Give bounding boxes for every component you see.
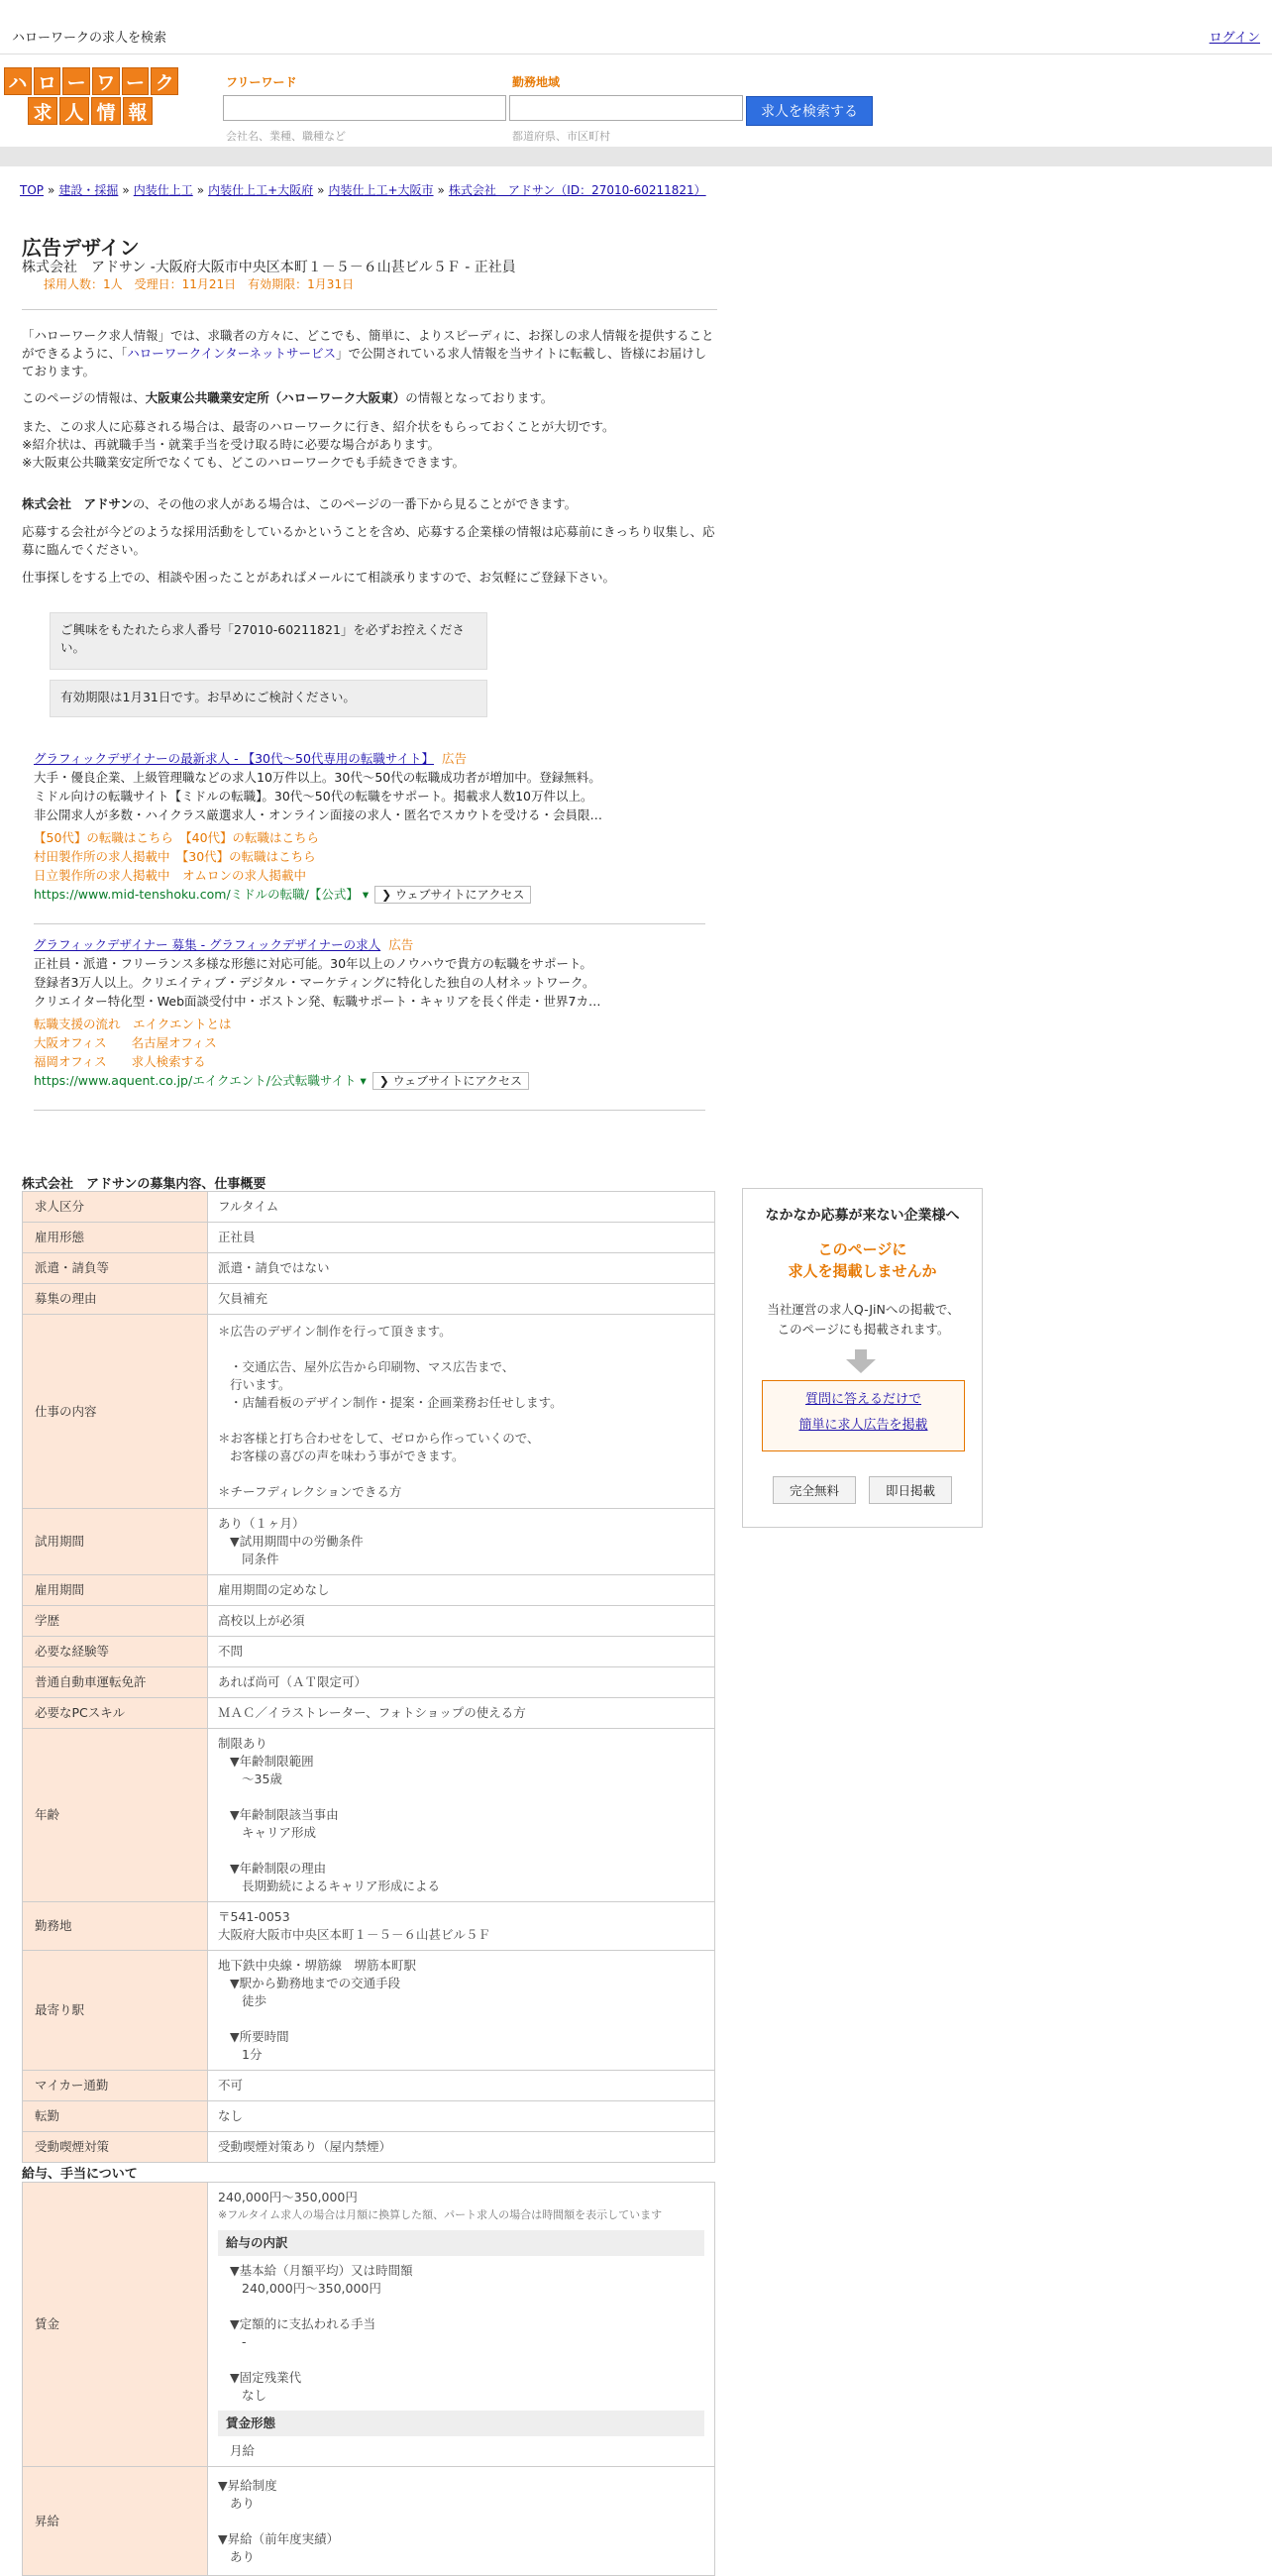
logo-char: ー [122, 67, 150, 95]
promo-description: 当社運営の求人Q-JiNへの掲載で、 このページにも掲載されます。 [767, 1302, 960, 1337]
company-line: 株式会社 アドサン -大阪府大阪市中央区本町１－５－６山甚ビル５Ｆ - 正社員 [22, 260, 516, 275]
site-tagline: ハローワークの求人を検索 [12, 31, 167, 46]
site-logo[interactable] [4, 67, 178, 127]
ad-desc: ミドル向けの転職サイト【ミドルの転職】。30代～50代の転職をサポート。掲載求人数10万件以上。 [34, 789, 593, 804]
advice-paragraph: 応募する会社が今どのような採用活動をしているかということを含め、応募する企業様の情報は応募前にきっちり収集し、応募に臨んでください。 [22, 524, 715, 557]
top-bar [0, 0, 1272, 54]
employer-promo-box [742, 1188, 983, 1528]
ad-sitelinks[interactable]: 大阪オフィス 名古屋オフィス [34, 1035, 217, 1050]
ad-block [34, 749, 707, 904]
ad-sitelinks[interactable]: 転職支援の流れ エイクエントとは [34, 1017, 232, 1031]
logo-char: ー [62, 67, 90, 95]
divider-bar [0, 147, 1272, 166]
ad-sitelinks[interactable]: 【50代】の転職はこちら 【40代】の転職はこちら [34, 830, 320, 845]
visit-website-button[interactable]: ❯ ウェブサイトにアクセス [374, 886, 531, 904]
divider [34, 1110, 705, 1111]
hellowork-internet-link[interactable]: ハローワークインターネットサービス [127, 346, 337, 361]
table-row: 転勤 なし [23, 2101, 715, 2132]
keyword-hint: 会社名、業種、職種など [226, 130, 346, 143]
logo-char: 情 [91, 97, 121, 125]
ad-block [34, 935, 707, 1090]
login-link[interactable]: ログイン [1209, 31, 1260, 46]
source-paragraph: このページの情報は、大阪東公共職業安定所（ハローワーク大阪東）の情報となっております。 [22, 390, 554, 405]
table-row: 賃金 240,000円〜350,000円 ※フルタイム求人の場合は月額に換算した額、パート求人の場合は時間額を表示しています 給与の内訳 ▼基本給（月額平均）又は時間額 240,000円〜350,000円 ▼定額的に支払われる手当 - ▼固定残業代 なし 賃金形態 月給 [23, 2183, 715, 2467]
notice-job-number: ご興味をもたれたら求人番号「27010-60211821」を必ずお控えください。 [50, 612, 487, 670]
table-row: 試用期間 あり（１ヶ月） ▼試用期間中の労働条件 同条件 [23, 1509, 715, 1575]
visit-website-button[interactable]: ❯ ウェブサイトにアクセス [372, 1072, 529, 1090]
table-row: 派遣・請負等 派遣・請負ではない [23, 1253, 715, 1284]
table-row: 学歴 高校以上が必須 [23, 1606, 715, 1637]
page-title: 広告デザイン [22, 236, 140, 260]
table-row: 雇用期間 雇用期間の定めなし [23, 1575, 715, 1606]
breadcrumb-city[interactable]: 内装仕上工+大阪市 [328, 183, 434, 197]
logo-char: 報 [123, 97, 153, 125]
ad-desc: 非公開求人が多数・ハイクラス厳選求人・オンライン面接の求人・匿名でスカウトを受ける・会員限… [34, 807, 603, 822]
other-jobs-paragraph: 株式会社 アドサンの、その他の求人がある場合は、このページの一番下から見ることができます。 [22, 496, 578, 511]
area-hint: 都道府県、市区町村 [512, 130, 610, 143]
keyword-label: フリーワード [226, 75, 297, 89]
breadcrumb-company[interactable]: 株式会社 アドサン（ID：27010-60211821） [448, 183, 706, 197]
table-row: 普通自動車運転免許 あれば尚可（ＡＴ限定可） [23, 1667, 715, 1698]
consult-paragraph: 仕事探しをする上での、相談や困ったことがあればメールにて相談承りますので、お気軽にご登録下さい。 [22, 570, 616, 585]
free-button[interactable]: 完全無料 [773, 1476, 856, 1504]
ad-title-link[interactable]: グラフィックデザイナー 募集 - グラフィックデザイナーの求人 [34, 937, 381, 952]
table-row: 仕事の内容 ＊広告のデザイン制作を行って頂きます。 ・交通広告、屋外広告から印刷物、マス広告まで、 行います。 ・店舗看板のデザイン制作・提案・企画業務お任せします。 ＊お客様と打ち合わせをして、ゼロから作っていくので、 お客様の喜びの声を味わう事ができます。 ＊チーフディレクションできる方 [23, 1315, 715, 1509]
ad-tag: 広告 [442, 751, 468, 766]
section-title-overview: 株式会社 アドサンの募集内容、仕事概要 [22, 1177, 266, 1192]
promo-title: なかなか応募が来ない企業様へ [765, 1208, 960, 1224]
search-button[interactable]: 求人を検索する [746, 96, 873, 126]
ad-url[interactable]: https://www.aquent.co.jp/エイクエント/公式転職サイト ▾ [34, 1073, 367, 1088]
salary-breakdown-heading: 給与の内訳 [218, 2230, 704, 2256]
ad-sitelinks[interactable]: 日立製作所の求人掲載中 オムロンの求人掲載中 [34, 868, 307, 883]
promo-catch: このページに 求人を掲載しませんか [788, 1240, 937, 1280]
table-row: 最寄り駅 地下鉄中央線・堺筋線 堺筋本町駅 ▼駅から勤務地までの交通手段 徒歩 ▼所要時間 1分 [23, 1951, 715, 2071]
logo-char: ク [151, 67, 178, 95]
table-row: 募集の理由 欠員補充 [23, 1284, 715, 1315]
promo-links [762, 1380, 965, 1451]
ad-title-link[interactable]: グラフィックデザイナーの最新求人 - 【30代～50代専用の転職サイト】 [34, 751, 435, 766]
ad-sitelinks[interactable]: 福岡オフィス 求人検索する [34, 1054, 206, 1069]
table-row: 求人区分 フルタイム [23, 1192, 715, 1223]
logo-char: ワ [92, 67, 120, 95]
salary-type-heading: 賃金形態 [218, 2411, 704, 2436]
breadcrumb-prefecture[interactable]: 内装仕上工+大阪府 [208, 183, 314, 197]
divider [34, 923, 705, 924]
divider [22, 309, 717, 310]
logo-char: ロ [34, 67, 61, 95]
area-input[interactable] [509, 95, 743, 121]
table-row: 必要な経験等 不問 [23, 1637, 715, 1667]
logo-char: ハ [4, 67, 32, 95]
job-details-table [22, 1191, 715, 2163]
keyword-input[interactable] [223, 95, 506, 121]
ad-desc: 大手・優良企業、上級管理職などの求人10万件以上。30代～50代の転職成功者が増加中。登録無料。 [34, 770, 601, 785]
table-row: 昇給 ▼昇給制度 あり ▼昇給（前年度実績） あり [23, 2467, 715, 2576]
notice-deadline: 有効期限は1月31日です。お早めにご検討ください。 [50, 680, 487, 717]
job-meta: 採用人数：1人 受理日：11月21日 有効期限：1月31日 [44, 277, 355, 291]
table-row: 雇用形態 正社員 [23, 1223, 715, 1253]
ad-sitelinks[interactable]: 村田製作所の求人掲載中 【30代】の転職はこちら [34, 849, 316, 864]
breadcrumb-occupation[interactable]: 内装仕上工 [133, 183, 193, 197]
ad-desc: クリエイター特化型・Web面談受付中・ボストン発、転職サポート・キャリアを長く伴走・世界7カ… [34, 994, 601, 1009]
arrow-down-icon [846, 1349, 876, 1373]
promo-link-post[interactable]: 簡単に求人広告を掲載 [798, 1418, 928, 1433]
logo-char: 求 [28, 97, 57, 125]
table-row: 必要なPCスキル ＭＡＣ／イラストレーター、フォトショップの使える方 [23, 1698, 715, 1729]
referral-paragraph: また、この求人に応募される場合は、最寄のハローワークに行き、紹介状をもらっておくことが大切です。 ※紹介状は、再就職手当・就業手当を受け取る時に必要な場合があります。 ※大阪東公共職業安定所でなくても、どこのハローワークでも手続きできます。 [22, 419, 615, 470]
promo-link-question[interactable]: 質問に答えるだけで [804, 1392, 921, 1407]
table-row: 受動喫煙対策 受動喫煙対策あり（屋内禁煙） [23, 2132, 715, 2163]
ad-tag: 広告 [388, 937, 414, 952]
table-row: 年齢 制限あり ▼年齢制限範囲 〜35歳 ▼年齢制限該当事由 キャリア形成 ▼年齢制限の理由 長期勤続によるキャリア形成による [23, 1729, 715, 1902]
breadcrumb-top[interactable]: TOP [20, 183, 45, 197]
table-row: マイカー通勤 不可 [23, 2071, 715, 2101]
ad-desc: 登録者3万人以上。クリエイティブ・デジタル・マーケティングに特化した独自の人材ネットワーク。 [34, 975, 595, 990]
breadcrumb: TOP » 建設・採掘 » 内装仕上工 » 内装仕上工+大阪府 » 内装仕上工+大阪市 » 株式会社 アドサン（ID：27010-60211821） [20, 183, 706, 197]
salary-table [22, 2182, 715, 2576]
logo-char: 人 [59, 97, 89, 125]
intro-paragraph: 「ハローワーク求人情報」では、求職者の方々に、どこでも、簡単に、よりスピーディに、お探しの求人情報を提供することができるように、「ハローワークインターネットサービス」で公開されている求人情報を当サイトに転載し、皆様にお届けしております。 [22, 328, 714, 378]
same-day-button[interactable]: 即日掲載 [869, 1476, 952, 1504]
breadcrumb-category[interactable]: 建設・採掘 [58, 183, 119, 197]
section-title-salary: 給与、手当について [22, 2167, 138, 2182]
area-label: 勤務地域 [512, 75, 561, 89]
table-row: 勤務地 〒541-0053 大阪府大阪市中央区本町１－５－６山甚ビル５Ｆ [23, 1902, 715, 1951]
ad-url[interactable]: https://www.mid-tenshoku.com/ミドルの転職/【公式】 ▾ [34, 887, 370, 902]
ad-desc: 正社員・派遣・フリーランス多様な形態に対応可能。30年以上のノウハウで貴方の転職をサポート。 [34, 956, 592, 971]
